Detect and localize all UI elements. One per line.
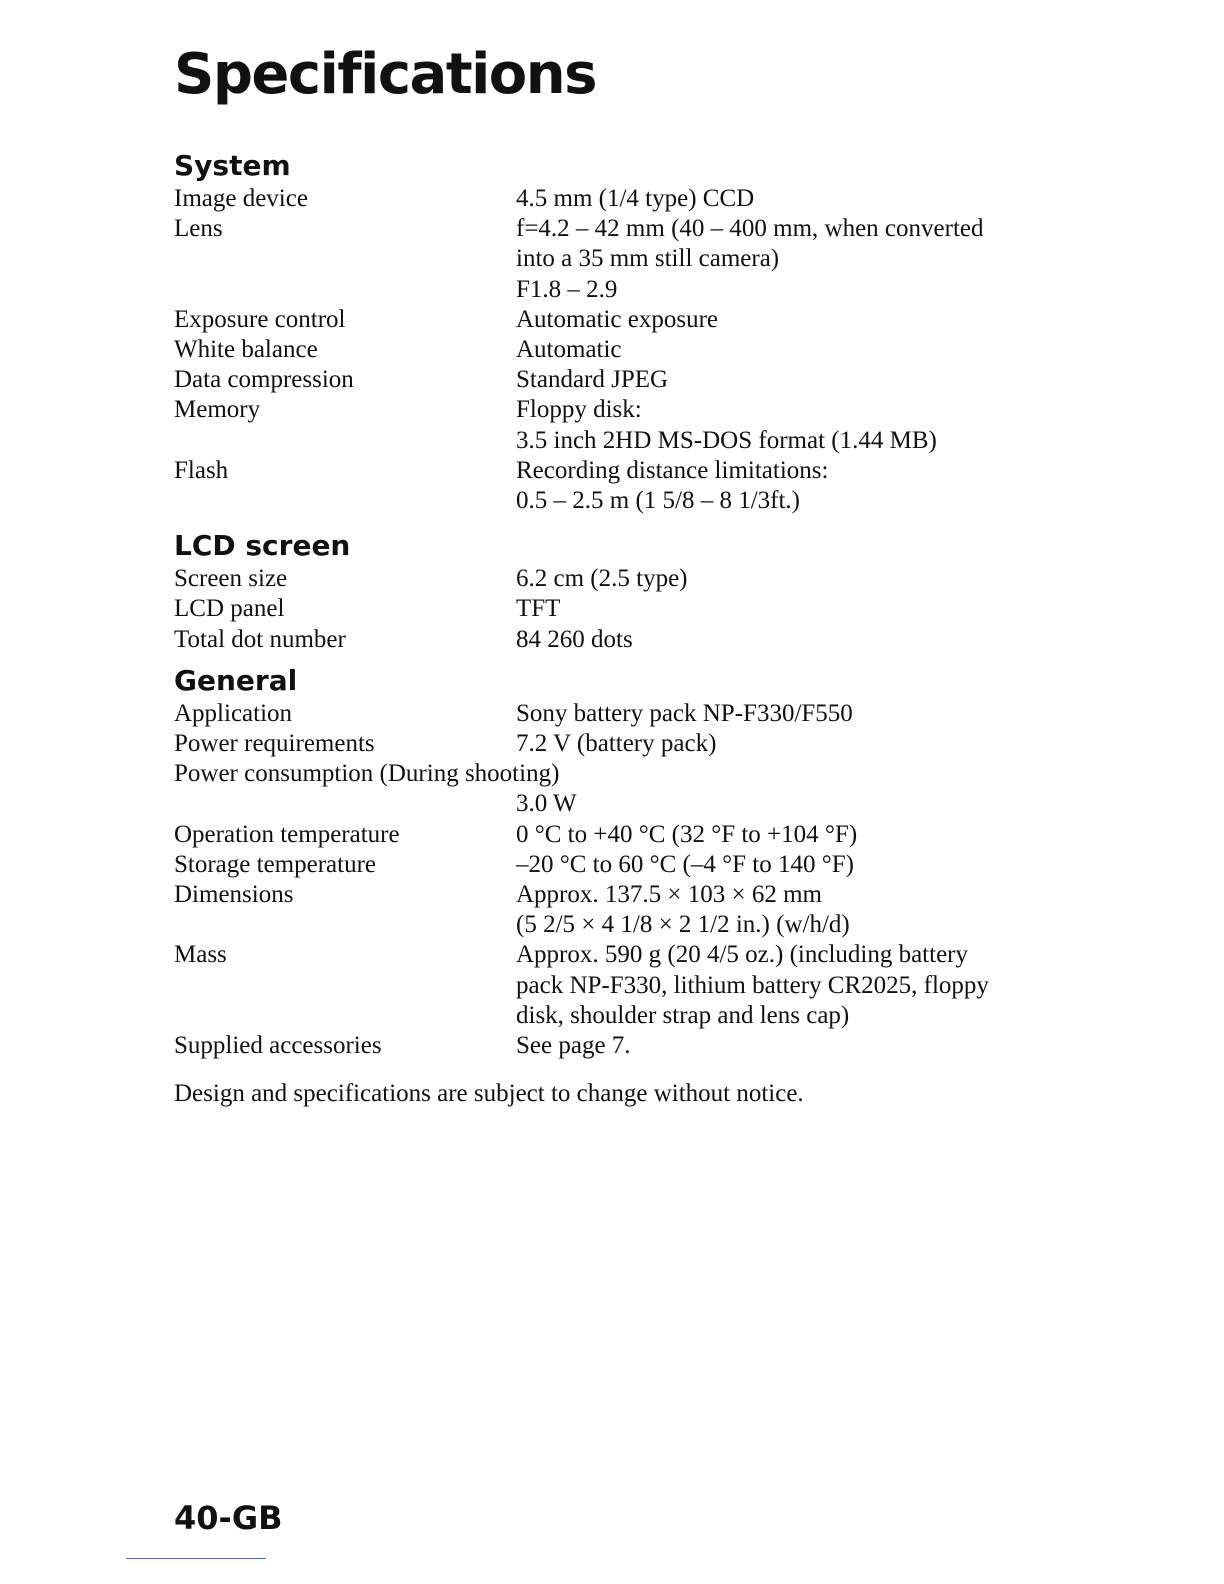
spec-value-line: Recording distance limitations: (516, 456, 829, 484)
lcd-spec-list (174, 564, 1094, 655)
spec-label: Power requirements (174, 730, 375, 758)
spec-value-line: F1.8 – 2.9 (516, 275, 618, 303)
spec-value (516, 789, 1094, 819)
spec-value (516, 456, 1094, 516)
spec-row-flash (174, 456, 1094, 516)
spec-row-data-compression (174, 365, 1094, 395)
spec-value-line: Approx. 137.5 × 103 × 62 mm (516, 881, 822, 909)
spec-row-lens (174, 214, 1094, 305)
spec-value (516, 335, 1094, 365)
spec-row-total-dot-number (174, 625, 1094, 655)
spec-row-supplied-accessories (174, 1031, 1094, 1061)
spec-value-line: –20 °C to 60 °C (–4 °F to 140 °F) (516, 850, 854, 878)
spec-row-application (174, 699, 1094, 729)
spec-value-line: disk, shoulder strap and lens cap) (516, 1001, 850, 1029)
spec-value (516, 820, 1094, 850)
spec-row-power-consumption-label: Power consumption (During shooting) (174, 760, 560, 788)
spec-value-line: Automatic (516, 336, 622, 364)
spec-value (516, 594, 1094, 624)
spec-row-dimensions (174, 880, 1094, 940)
spec-value-line: Standard JPEG (516, 366, 669, 394)
spec-value (516, 395, 1094, 455)
spec-label: Flash (174, 456, 229, 484)
spec-value (516, 880, 1094, 940)
spec-value (516, 699, 1094, 729)
spec-value-line: 4.5 mm (1/4 type) CCD (516, 185, 755, 212)
spec-label: Mass (174, 941, 227, 969)
spec-label: Data compression (174, 366, 354, 394)
spec-row-mass (174, 940, 1094, 1031)
page-number: 40-GB (174, 1499, 283, 1537)
spec-row-exposure-control (174, 305, 1094, 335)
spec-label: Screen size (174, 565, 288, 593)
section-heading-lcd-screen: LCD screen (174, 529, 351, 563)
spec-label: Operation temperature (174, 820, 400, 848)
spec-value (516, 184, 1094, 214)
general-spec-list (174, 699, 1094, 1061)
spec-value-line: f=4.2 – 42 mm (40 – 400 mm, when converted (516, 215, 984, 243)
spec-value (516, 625, 1094, 655)
spec-row-lcd-panel (174, 594, 1094, 624)
spec-value-line: 3.5 inch 2HD MS-DOS format (1.44 MB) (516, 426, 937, 454)
spec-value-line: (5 2/5 × 4 1/8 × 2 1/2 in.) (w/h/d) (516, 911, 850, 939)
spec-value (516, 850, 1094, 880)
spec-label: Exposure control (174, 305, 346, 333)
spec-value-line: into a 35 mm still camera) (516, 245, 780, 273)
spec-value-line: 0.5 – 2.5 m (1 5/8 – 8 1/3ft.) (516, 487, 801, 515)
spec-label: LCD panel (174, 595, 285, 623)
page-title: Specifications (174, 42, 596, 107)
spec-value (516, 365, 1094, 395)
spec-label: Storage temperature (174, 850, 376, 878)
spec-row-white-balance (174, 335, 1094, 365)
spec-value-line: Sony battery pack NP-F330/F550 (516, 699, 853, 727)
spec-value-line: TFT (516, 595, 561, 623)
spec-label: Lens (174, 215, 223, 243)
change-notice: Design and specifications are subject to change without notice. (174, 1080, 804, 1108)
spec-row-screen-size (174, 564, 1094, 594)
footer-divider (126, 1558, 266, 1559)
spec-value-line: Floppy disk: (516, 396, 642, 424)
spec-label: White balance (174, 336, 318, 364)
spec-value-line: Automatic exposure (516, 305, 719, 333)
spec-label: Total dot number (174, 625, 346, 653)
spec-value (516, 305, 1094, 335)
spec-value (516, 940, 1094, 1031)
spec-row-power-consumption-value (174, 789, 1094, 819)
spec-label: Dimensions (174, 881, 294, 909)
system-spec-list (174, 184, 1094, 516)
spec-value (516, 729, 1094, 759)
spec-row-image-device (174, 184, 1094, 214)
section-heading-system: System (174, 149, 291, 182)
specifications-content (174, 148, 1094, 1109)
spec-label: Image device (174, 185, 308, 212)
spec-value-line: 6.2 cm (2.5 type) (516, 565, 688, 593)
spec-value-line: See page 7. (516, 1032, 631, 1060)
spec-row-power-requirements (174, 729, 1094, 759)
section-heading-general: General (174, 663, 298, 697)
spec-label: Supplied accessories (174, 1032, 382, 1060)
spec-value-line: 0 °C to +40 °C (32 °F to +104 °F) (516, 820, 858, 848)
spec-value-line: 7.2 V (battery pack) (516, 730, 717, 758)
spec-value-line: pack NP-F330, lithium battery CR2025, floppy (516, 971, 989, 999)
spec-row-memory (174, 395, 1094, 455)
spec-value (516, 214, 1094, 305)
spec-value (516, 1031, 1094, 1061)
spec-row-storage-temperature (174, 850, 1094, 880)
spec-label: Application (174, 699, 293, 727)
spec-value (516, 564, 1094, 594)
spec-value-line: 3.0 W (516, 790, 577, 818)
spec-row-operation-temperature (174, 820, 1094, 850)
spec-value-line: Approx. 590 g (20 4/5 oz.) (including battery (516, 941, 968, 969)
spec-label: Memory (174, 396, 261, 424)
spec-value-line: 84 260 dots (516, 625, 633, 653)
